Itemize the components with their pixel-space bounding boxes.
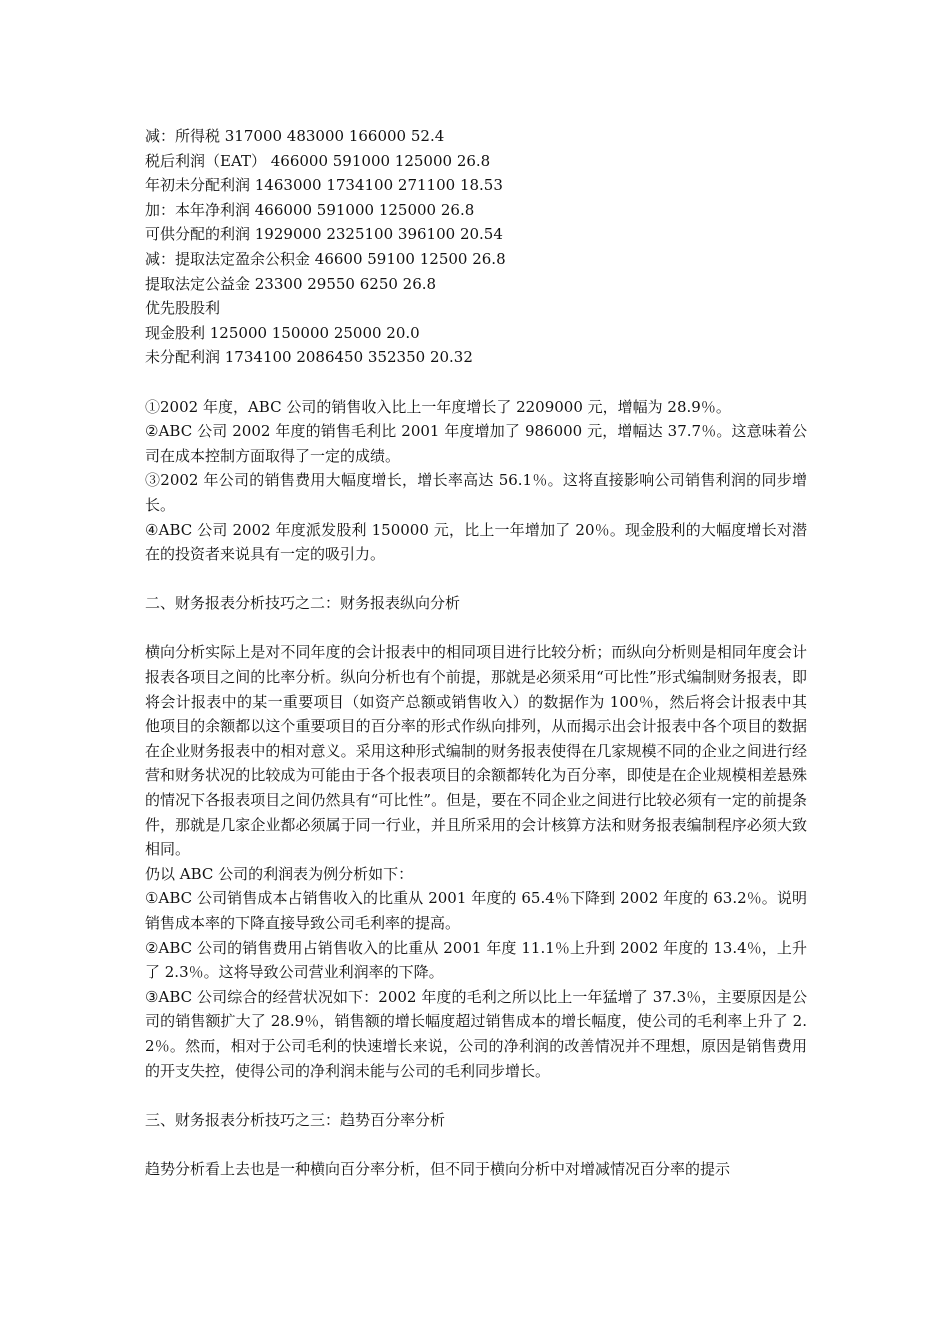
table-line: 优先股股利 xyxy=(145,299,221,318)
spacer xyxy=(145,616,807,641)
table-line: 减：所得税 317000 483000 166000 52.4 xyxy=(145,127,445,145)
analysis-point: ③2002 年公司的销售费用大幅度增长，增长率高达 56.1％。这将直接影响公司销售利润的同步增长。 xyxy=(145,471,807,514)
vertical-analysis-paragraph: 横向分析实际上是对不同年度的会计报表中的相同项目进行比较分析；而纵向分析则是相同年度会计报表各项目之间的比率分析。纵向分析也有个前提，那就是必须采用“可比性”形式编制财务报表，即将会计报表中的某一重要项目（如资产总额或销售收入）的数据作为 100％，然后将会计报表中其他项目的余额都以这个重要项目的百分率的形式作纵向排列，从而揭示出会计报表中各个项目的数据在企业财务报表中的相对意义。采用这种形式编制的财务报表使得在几家规模不同的企业之间进行经营和财务状况的比较成为可能由于各个报表项目的余额都转化为百分率，即使是在企业规模相差悬殊的情况下各报表项目之间仍然具有“可比性”。但是，要在不同企业之间进行比较必须有一定的前提条件，那就是几家企业都必须属于同一行业，并且所采用的会计核算方法和财务报表编制程序必须大致相同。 xyxy=(145,643,807,859)
spacer xyxy=(145,567,807,592)
analysis-point: ①2002 年度，ABC 公司的销售收入比上一年度增长了 2209000 元，增幅为 28.9％。 xyxy=(145,397,731,416)
analysis-point: ②ABC 公司 2002 年度的销售毛利比 2001 年度增加了 986000 元，增幅达 37.7％。这意味着公司在成本控制方面取得了一定的成绩。 xyxy=(145,422,807,465)
income-statement-lines xyxy=(145,124,807,370)
analysis-point: ④ABC 公司 2002 年度派发股利 150000 元，比上一年增加了 20％。现金股利的大幅度增长对潜在的投资者来说具有一定的吸引力。 xyxy=(145,520,807,564)
document-page xyxy=(145,124,807,1182)
vertical-analysis-intro: 仍以 ABC 公司的利润表为例分析如下： xyxy=(145,864,414,883)
table-line: 未分配利润 1734100 2086450 352350 20.32 xyxy=(145,348,473,367)
analysis-point: ②ABC 公司的销售费用占销售收入的比重从 2001 年度 11.1％上升到 2002 年度的 13.4％，上升了 2.3％。这将导致公司营业利润率的下降。 xyxy=(145,938,807,982)
table-line: 减：提取法定盈余公积金 46600 59100 12500 26.8 xyxy=(145,249,506,268)
table-line: 税后利润（EAT） 466000 591000 125000 26.8 xyxy=(145,151,491,170)
table-line: 可供分配的利润 1929000 2325100 396100 20.54 xyxy=(145,225,503,244)
table-line: 提取法定公益金 23300 29550 6250 26.8 xyxy=(145,274,437,293)
section-heading-2: 二、财务报表分析技巧之二：财务报表纵向分析 xyxy=(145,594,461,613)
spacer xyxy=(145,1083,807,1108)
spacer xyxy=(145,370,807,395)
table-line: 年初未分配利润 1463000 1734100 271100 18.53 xyxy=(145,176,503,195)
spacer xyxy=(145,1132,807,1157)
horizontal-analysis-points xyxy=(145,395,807,567)
section-heading-3: 三、财务报表分析技巧之三：趋势百分率分析 xyxy=(145,1110,446,1129)
table-line: 现金股利 125000 150000 25000 20.0 xyxy=(145,323,420,342)
vertical-analysis-points xyxy=(145,886,807,1083)
trend-analysis-paragraph: 趋势分析看上去也是一种横向百分率分析，但不同于横向分析中对增减情况百分率的提示 xyxy=(145,1159,731,1178)
analysis-point: ①ABC 公司销售成本占销售收入的比重从 2001 年度的 65.4％下降到 2002 年度的 63.2％。说明销售成本率的下降直接导致公司毛利率的提高。 xyxy=(145,889,807,932)
analysis-point: ③ABC 公司综合的经营状况如下：2002 年度的毛利之所以比上一年猛增了 37.3％，主要原因是公司的销售额扩大了 28.9％，销售额的增长幅度超过销售成本的增长幅度，使公司的毛利率上升了 2.2％。然而，相对于公司毛利的快速增长来说，公司的净利润的改善情况并不理想，原因是销售费用的开支失控，使得公司的净利润未能与公司的毛利同步增长。 xyxy=(145,987,807,1080)
table-line: 加：本年净利润 466000 591000 125000 26.8 xyxy=(145,200,475,219)
